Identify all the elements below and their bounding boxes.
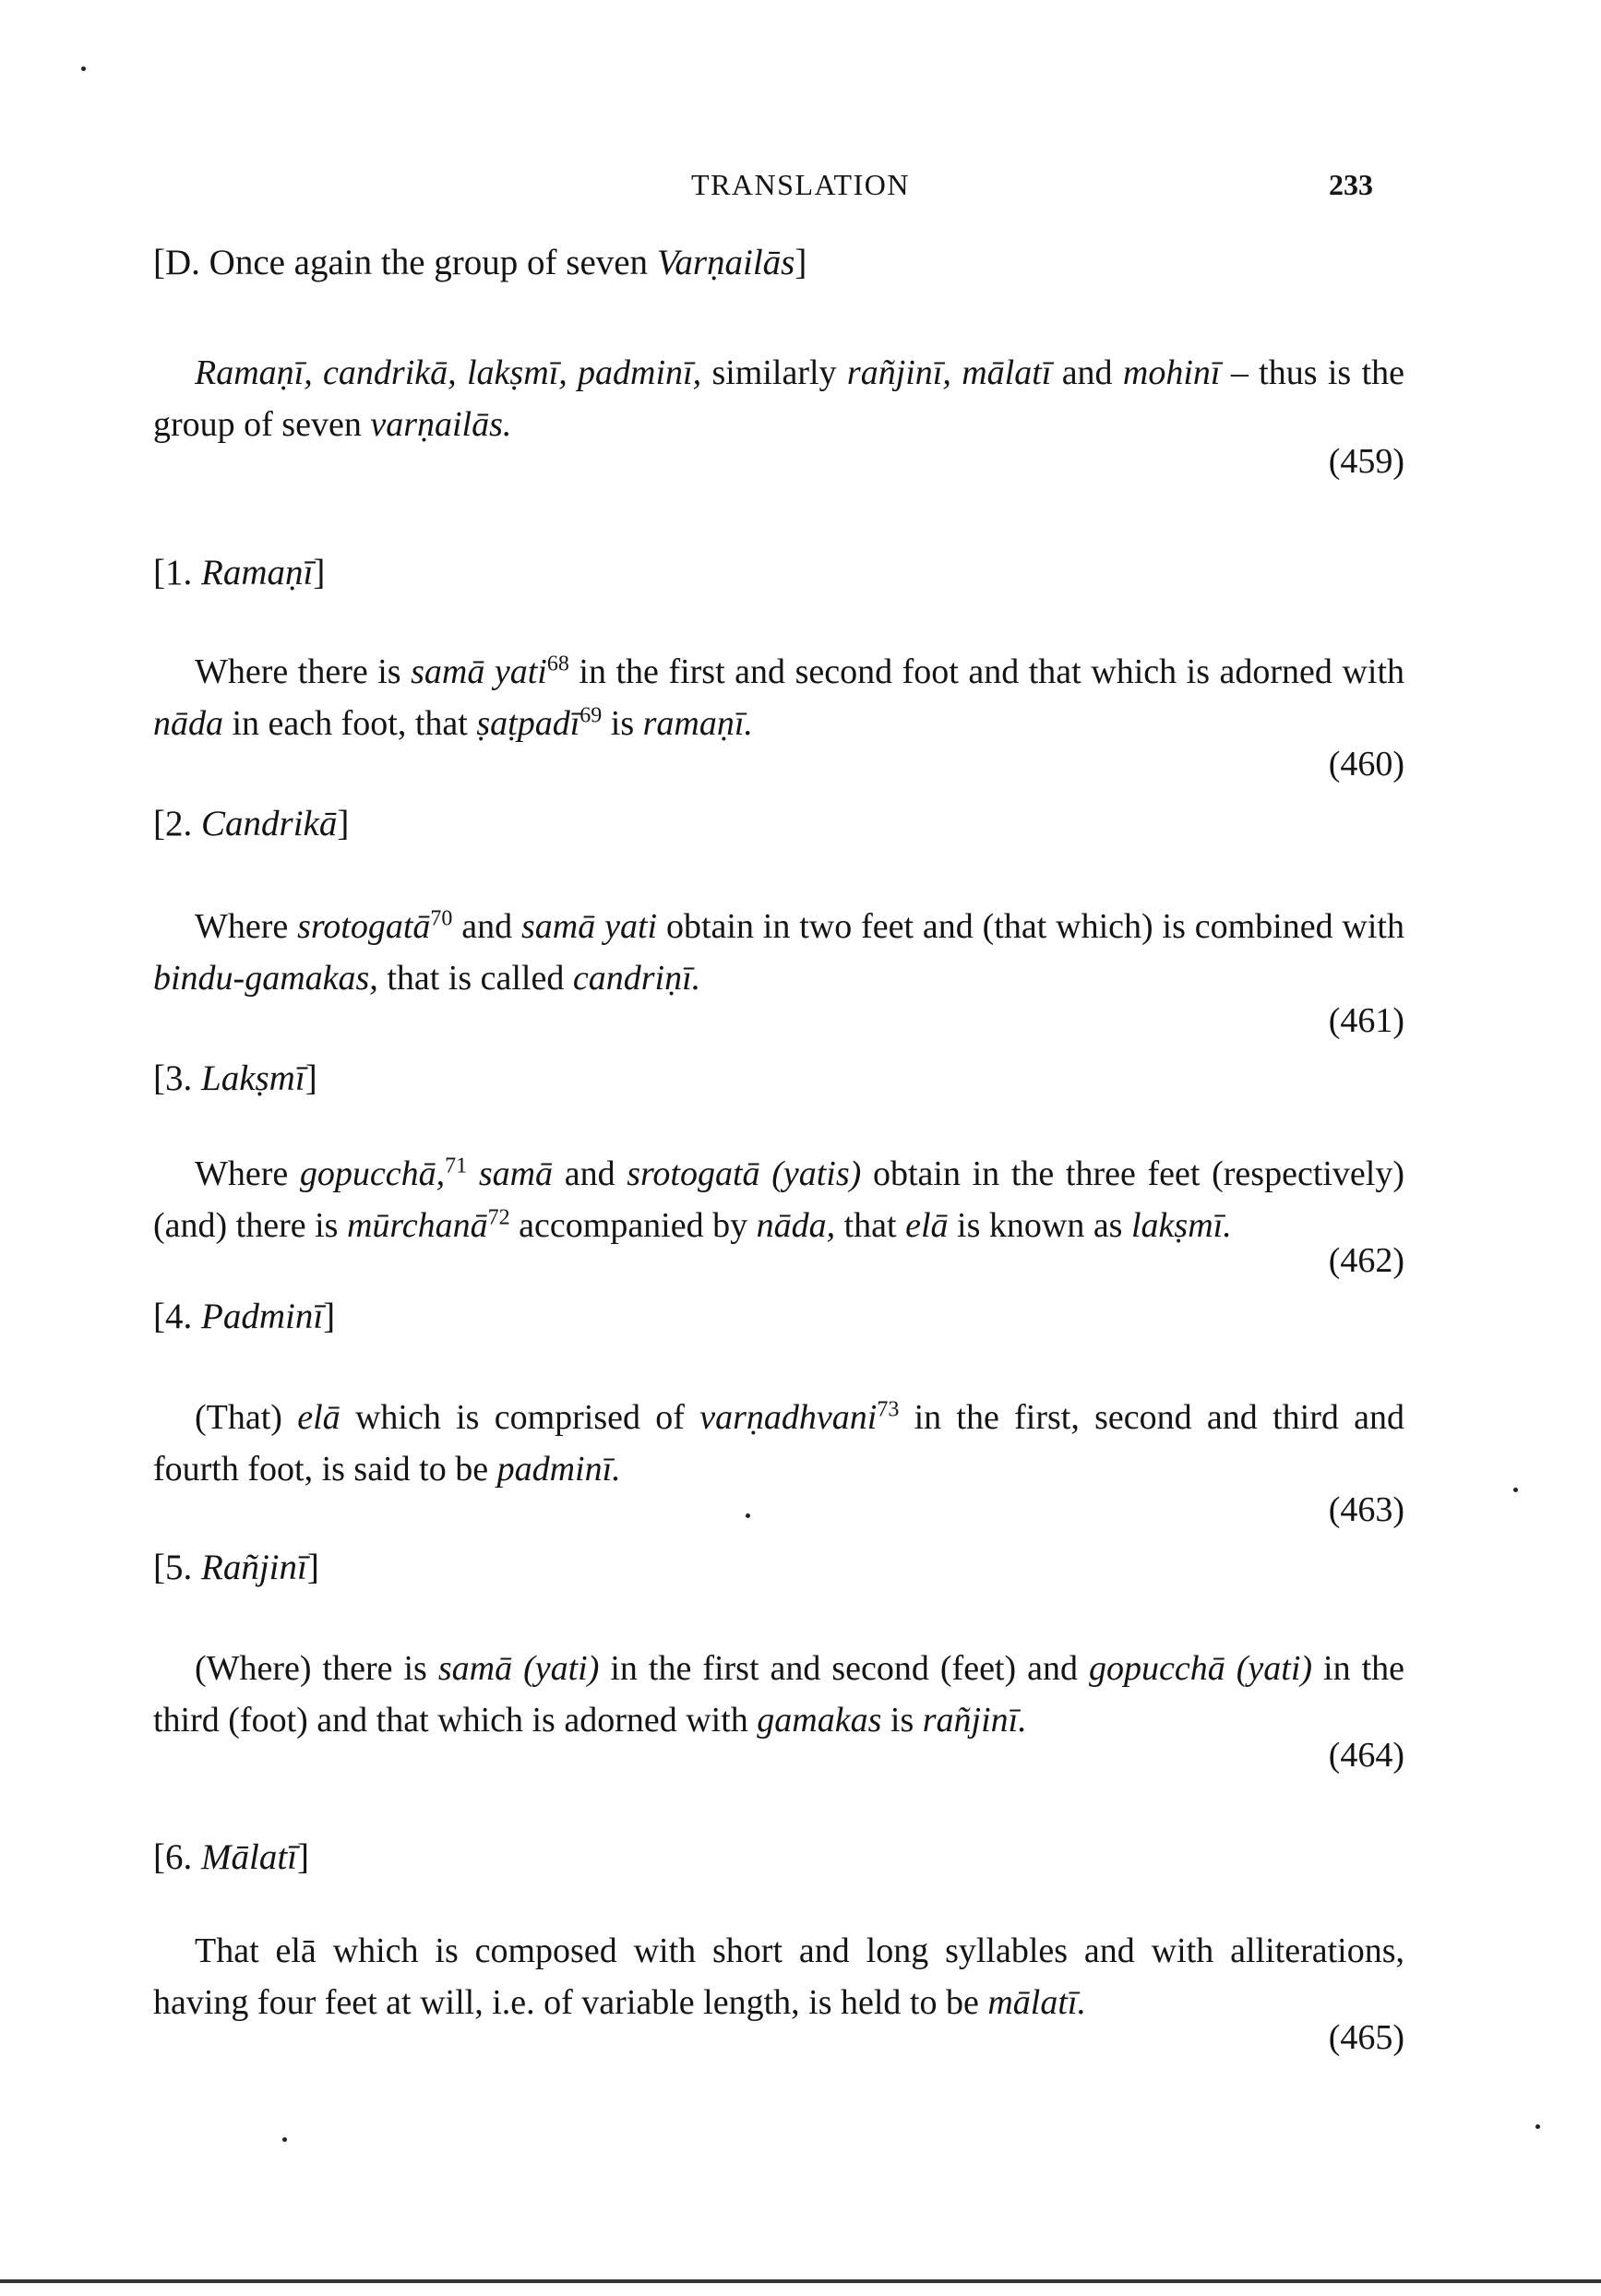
- footnote-ref[interactable]: 73: [877, 1397, 900, 1422]
- running-title: TRANSLATION: [691, 168, 910, 201]
- subsection-heading: [4. Padminī]: [153, 1297, 336, 1336]
- verse-463-text: (That) elā which is comprised of varṇadhvani$^{73}$ in the first, second and third and fourth foot, is said to be padminī.: [153, 1397, 1404, 1489]
- scan-edge-rule: [0, 2279, 1601, 2283]
- footnote-ref[interactable]: 71: [445, 1154, 468, 1178]
- subsection-heading: [6. Mālatī]: [153, 1837, 309, 1877]
- verse-461-text: Where srotogatā$^{70}$ and samā yati obtain in two feet and (that which) is combined with bindu-gamakas, that is called candriṇī.: [153, 906, 1404, 998]
- page-number: 233: [1329, 168, 1373, 201]
- verse-462-text: Where gopucchā,$^{71}$ samā and srotogatā (yatis) obtain in the three feet (respectively) (and) there is mūrchanā$^{72}$ accompanied by nāda, that elā is known as lakṣmī.: [153, 1154, 1405, 1245]
- subsection-heading: [2. Candrikā]: [153, 804, 350, 843]
- section-heading: [D. Once again the group of seven Varṇailās]: [153, 243, 807, 282]
- verse-number: (460): [1328, 745, 1404, 783]
- subsection-heading: [3. Lakṣmī]: [153, 1058, 317, 1098]
- scan-speck: [81, 66, 86, 71]
- verse-number: (459): [1328, 442, 1404, 481]
- verse-number: (465): [1328, 2018, 1404, 2057]
- scan-speck: [282, 2137, 287, 2142]
- verse-460-text: Where there is samā yati$^{68}$ in the first and second foot and that which is adorned with nāda in each foot, that ṣaṭpadī$^{69}$ is ramaṇī.: [153, 652, 1404, 743]
- scan-speck: [746, 1513, 750, 1518]
- verse-464-text: (Where) there is samā (yati) in the first and second (feet) and gopucchā (yati) in the third (foot) and that which is adorned with gamakas is rañjinī.: [153, 1649, 1404, 1740]
- verse-number: (462): [1328, 1241, 1404, 1280]
- verse-number: (461): [1328, 1001, 1404, 1040]
- subsection-heading: [1. Ramaṇī]: [153, 553, 326, 592]
- verse-number: (464): [1328, 1736, 1404, 1775]
- scan-speck: [1535, 2124, 1540, 2129]
- footnote-ref[interactable]: 70: [430, 906, 453, 931]
- footnote-ref[interactable]: 68: [546, 652, 569, 676]
- verse-465-text: That elā which is composed with short and long syllables and with alliterations, having four feet at will, i.e. of variable length, is held to be mālatī.: [153, 1931, 1404, 2022]
- scan-speck: [1513, 1488, 1518, 1492]
- verse-459-text: Ramaṇī, candrikā, lakṣmī, padminī, similarly rañjinī, mālatī and mohinī – thus is the group of seven varṇailās.: [153, 353, 1404, 444]
- subsection-heading: [5. Rañjinī]: [153, 1548, 319, 1587]
- verse-number: (463): [1328, 1490, 1404, 1529]
- footnote-ref[interactable]: 69: [579, 703, 603, 728]
- footnote-ref[interactable]: 72: [487, 1205, 510, 1230]
